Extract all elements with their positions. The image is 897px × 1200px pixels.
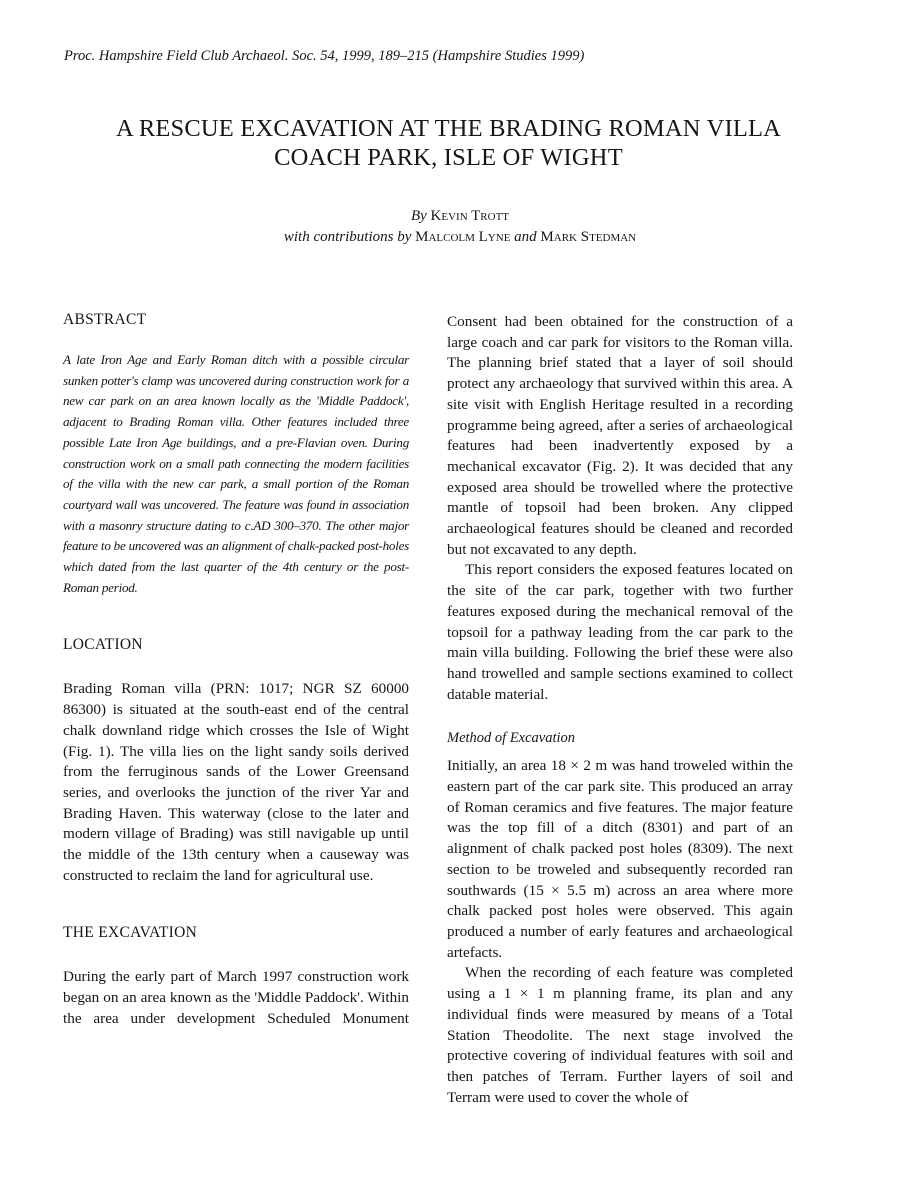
abstract-heading: ABSTRACT bbox=[63, 311, 147, 328]
author-name: Kevin Trott bbox=[430, 208, 510, 224]
contributor-name: Malcolm Lyne bbox=[415, 229, 511, 245]
method-paragraph-2: When the recording of each feature was completed using a 1 × 1 m planning frame, its plan and any individual finds were measured by means of a Total Station Theodolite. The next stage involved the protective covering of individual features with soil and then patches of Terram. Further layers of soil and Terram were used to cover the whole of bbox=[447, 964, 793, 1106]
article-title bbox=[60, 114, 837, 172]
excavation-paragraph-1: During the early part of March 1997 construction work began on an area known as the 'Middle Paddock'. Within the area under development Scheduled Monument bbox=[63, 968, 409, 1027]
abstract-text: A late Iron Age and Early Roman ditch with a possible circular sunken potter's clamp was uncovered during construction work for a new car park on an area known locally as the 'Middle Paddock', adjacent to Brading Roman villa. Other features included three possible Late Iron Age buildings, and a pre-Flavian oven. During construction work on a small path connecting the modern facilities of the villa with the new car park, a small portion of the Roman courtyard wall was uncovered. The feature was found in association with a masonry structure dating to c.AD 300–370. The other major feature to be uncovered was an alignment of chalk-packed post-holes which dated from the last quarter of the 4th century or the post-Roman period. bbox=[63, 352, 409, 595]
and-word: and bbox=[514, 229, 537, 245]
excavation-paragraph-2: This report considers the exposed features located on the site of the car park, together with two further features exposed during the mechanical removal of the topsoil for a pathway leading from the car park to the main villa building. Following the brief these were also hand trowelled and sample sections examined to collect datable material. bbox=[447, 561, 793, 703]
byline bbox=[220, 206, 700, 248]
method-subheading: Method of Excavation bbox=[447, 730, 576, 747]
running-head: Proc. Hampshire Field Club Archaeol. Soc. 54, 1999, 189–215 (Hampshire Studies 1999) bbox=[64, 48, 585, 64]
excavation-heading: THE EXCAVATION bbox=[63, 924, 198, 942]
contributor-name: Mark Stedman bbox=[540, 229, 637, 245]
with-contributions-phrase: with contributions by bbox=[283, 229, 412, 245]
by-word: By bbox=[410, 208, 427, 224]
left-column bbox=[63, 310, 409, 1030]
location-paragraph: Brading Roman villa (PRN: 1017; NGR SZ 60000 86300) is situated at the south-east end of the central chalk downland ridge which crosses the Isle of Wight (Fig. 1). The villa lies on the light sandy soils derived from the ferruginous sands of the Lower Greensand series, and overlooks the junction of the river Yar and Brading Haven. This waterway (close to the later and modern village of Brading) was still navigable up until the middle of the 13th century when a causeway was constructed to reclaim the land for agricultural use. bbox=[63, 680, 409, 884]
method-paragraph-1: Initially, an area 18 × 2 m was hand troweled within the eastern part of the car park site. This produced an array of Roman ceramics and five features. The major feature was the top fill of a ditch (8301) and part of an alignment of chalk packed post holes (8309). The next section to be troweled and subsequently recorded ran southwards (15 × 5.5 m) across an area where more chalk packed post holes were observed. This again produced a number of early features and archaeological artefacts. bbox=[447, 757, 793, 961]
contributors-line bbox=[220, 227, 700, 248]
author-line bbox=[220, 206, 700, 227]
title-line-2: COACH PARK, ISLE OF WIGHT bbox=[274, 144, 623, 171]
right-column bbox=[447, 312, 793, 1108]
location-heading: LOCATION bbox=[63, 636, 143, 654]
title-line-1: A RESCUE EXCAVATION AT THE BRADING ROMAN VILLA bbox=[115, 115, 782, 142]
excavation-paragraph-1-continued: Consent had been obtained for the construction of a large coach and car park for visitors to the Roman villa. The planning brief stated that a layer of soil should protect any archaeology that survived within this area. A site visit with English Heritage resulted in a recording programme being agreed, after a series of archaeological features had been inadvertently exposed by a mechanical excavator (Fig. 2). It was decided that any exposed area should be trowelled where the protective mantle of topsoil had been broken. Any clipped archaeological features should be cleaned and recorded but not excavated to any depth. bbox=[447, 313, 793, 558]
